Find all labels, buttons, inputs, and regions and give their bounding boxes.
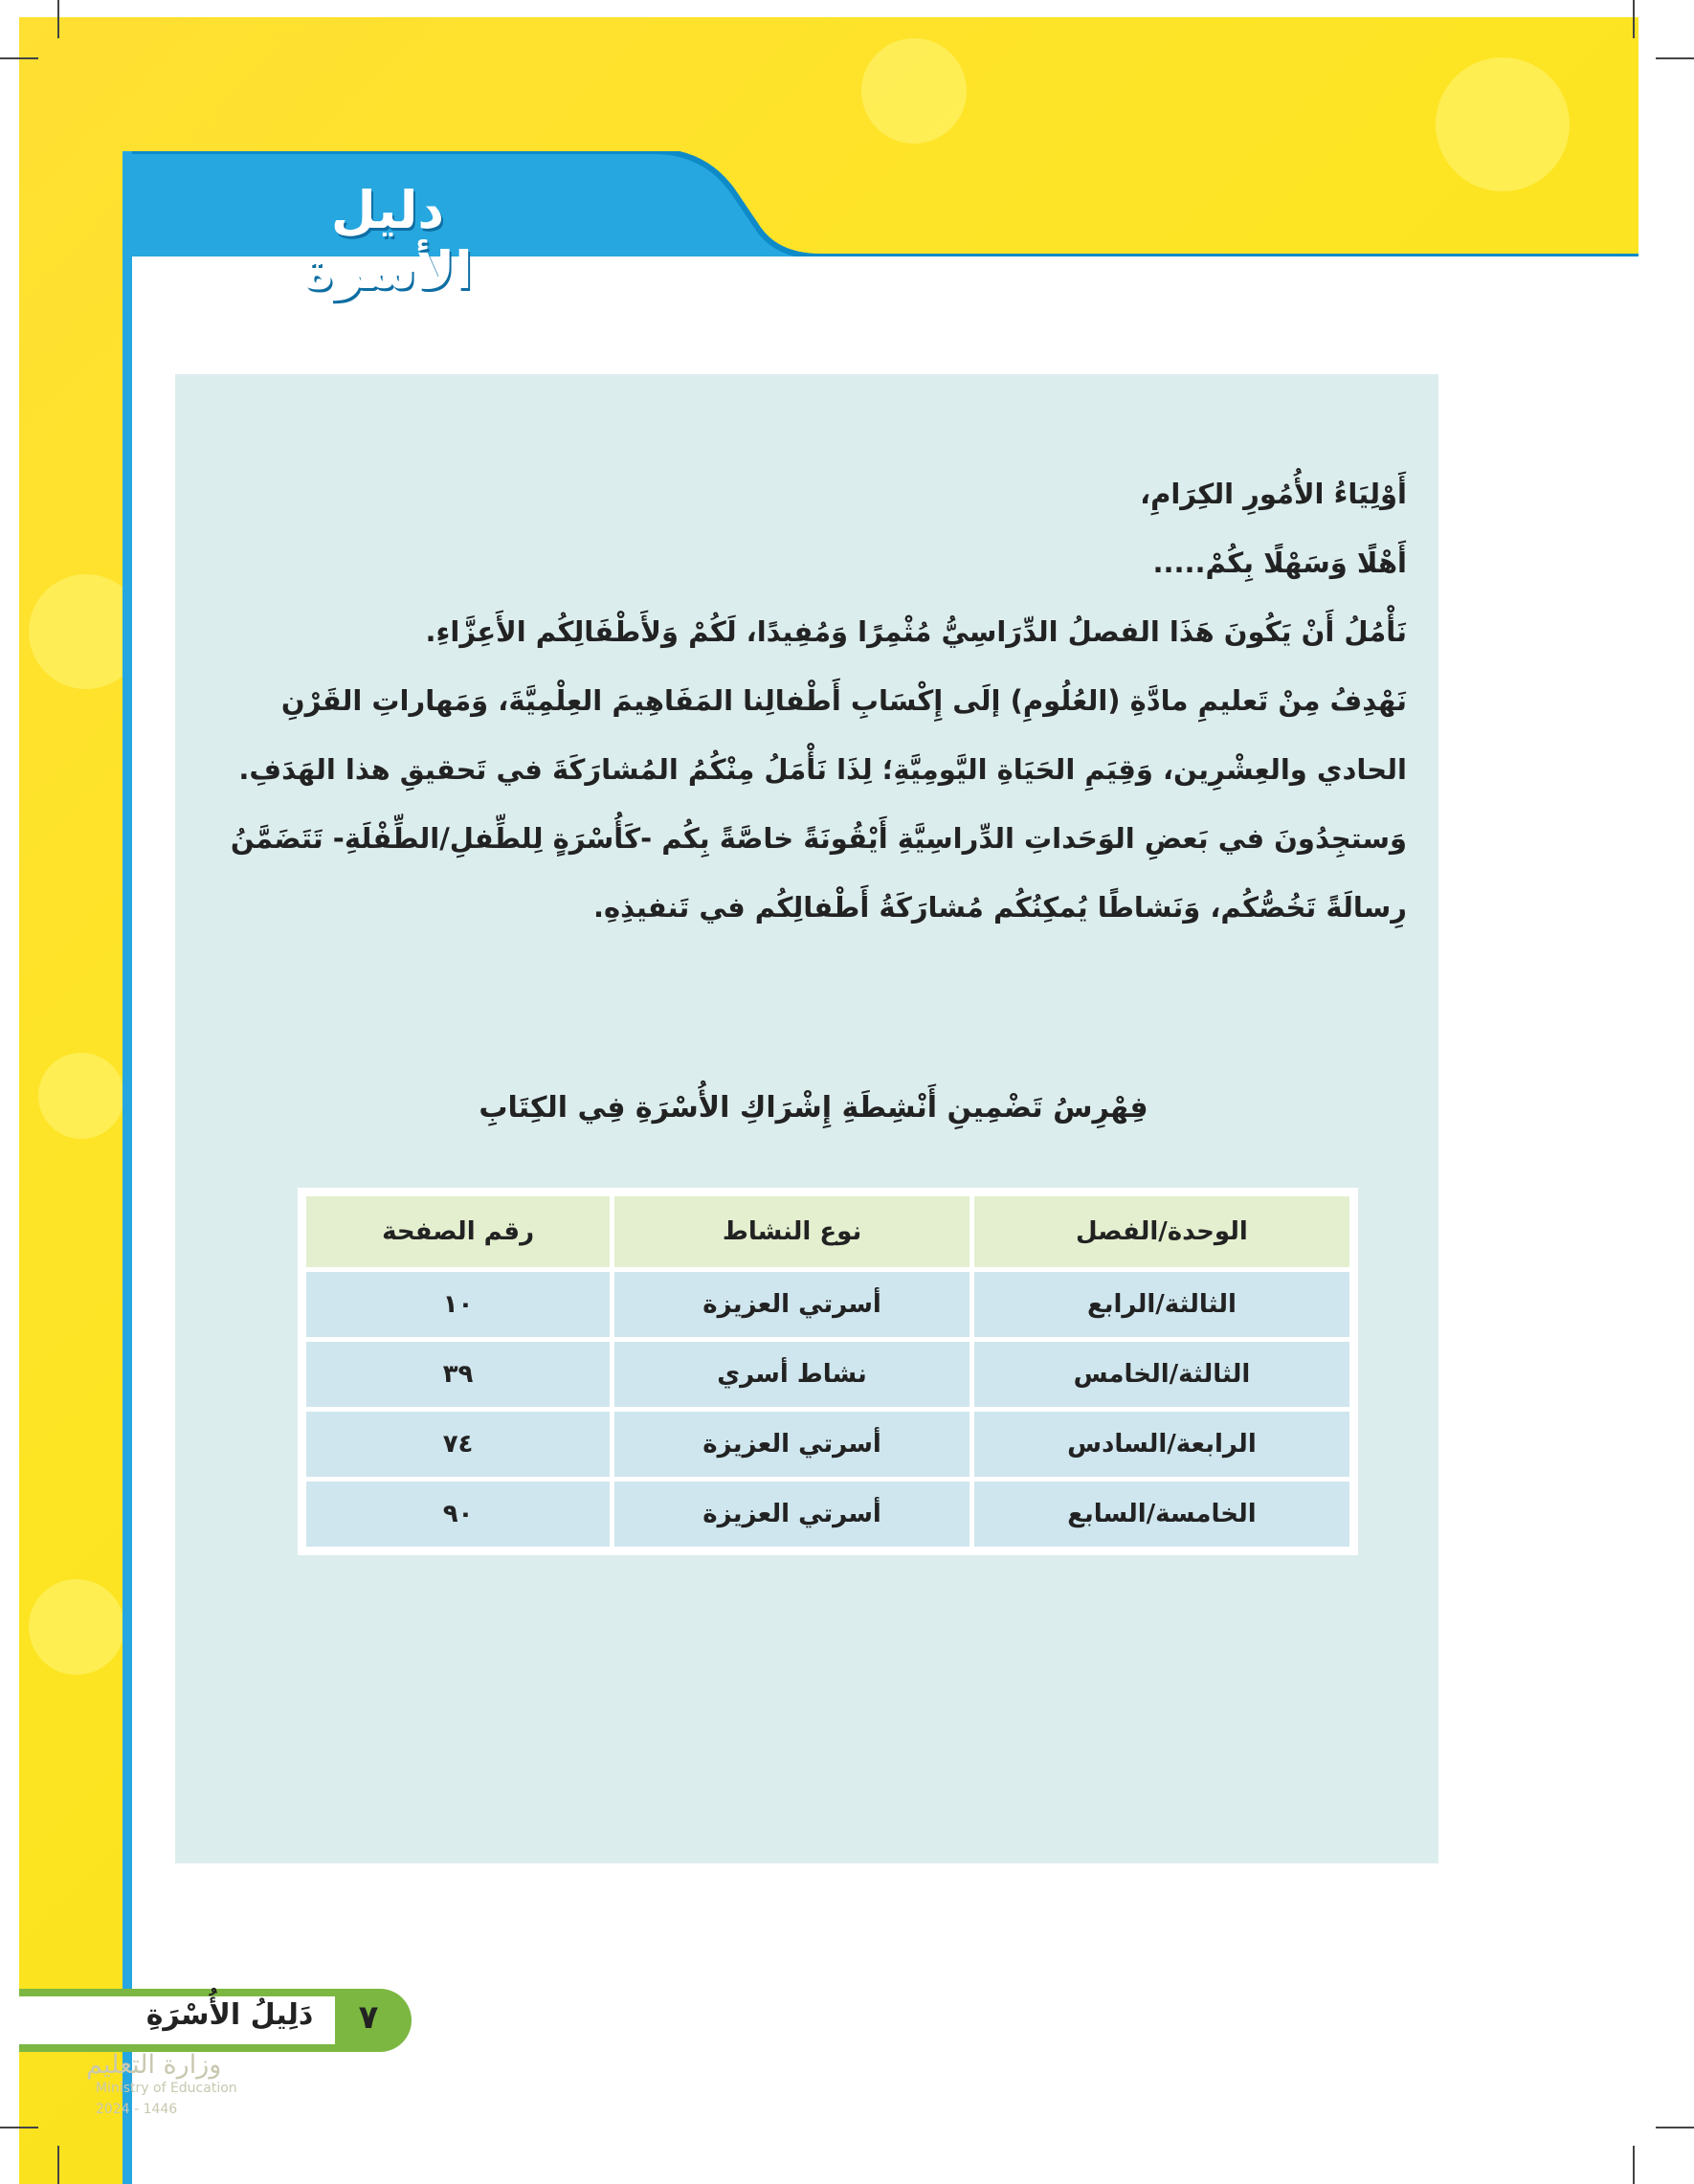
letter-paragraph-1: نَأْمُلُ أَنْ يَكُونَ هَذَا الفصلُ الدِّرَاسِيُّ مُثْمِرًا وَمُفِيدًا، لَكُمْ وَلأَطْفَالِكُم الأَعِزَّاءِ. [425,615,1407,648]
crop-mark [0,2127,38,2128]
table-row [304,1340,1352,1410]
decor-bubble [29,1579,124,1675]
column-header: نوع النشاط [613,1194,972,1270]
table-row [304,1480,1352,1549]
crop-mark [0,57,38,59]
crop-mark [1633,0,1635,38]
index-table [301,1192,1354,1551]
letter-paragraph-2: نَهْدِفُ مِنْ تَعليمِ مادَّةِ (العُلُومِ) إلَى إِكْسَابِ أَطْفالِنا المَفَاهِيمَ العِلْمِيَّةَ، وَمَهاراتِ القَرْنِ الحادي والعِشْرِين، وَقِيَمِ الحَيَاةِ اليَّومِيَّةِ؛ لِذَا نَأْمَلُ مِنْكُمُ المُشارَكَةَ في تَحقيقِ هذا الهَدَفِ. [238,684,1407,786]
table-cell-activity: أسرتي العزيزة [613,1410,972,1480]
column-header: رقم الصفحة [304,1194,613,1270]
table-cell-unit: الثالثة/الخامس [971,1340,1351,1410]
index-title: فِهْرِسُ تَضْمِينِ أَنْشِطَةِ إِشْرَاكِ الأُسْرَةِ فِي الكِتَابِ [479,1091,1148,1125]
crop-mark [1633,2146,1635,2184]
decor-bubble [38,1053,124,1139]
table-row [304,1410,1352,1480]
table-cell-page: ١٠ [304,1270,613,1340]
table-cell-page: ٩٠ [304,1480,613,1549]
table-cell-activity: أسرتي العزيزة [613,1270,972,1340]
table-cell-page: ٣٩ [304,1340,613,1410]
decor-bubble [861,38,967,144]
ministry-logo-text: وزارة التعليم [86,2050,222,2080]
left-blue-stripe [123,151,132,2184]
footer-title: دَلِيلُ الأُسْرَةِ [145,1998,314,2032]
header-title: دليل الأسرة [302,180,473,301]
column-header: الوحدة/الفصل [971,1194,1351,1270]
edition-year: 2024 - 1446 [96,2102,178,2117]
table-cell-unit: الرابعة/السادس [971,1410,1351,1480]
letter-welcome: أَهْلًا وَسَهْلًا بِكُمْ..... [1152,546,1407,579]
table-cell-page: ٧٤ [304,1410,613,1480]
table-cell-activity: نشاط أسري [613,1340,972,1410]
crop-mark [1656,2127,1694,2128]
table-header-row [304,1194,1352,1270]
page-number: ٧ [358,1998,379,2037]
table-cell-unit: الخامسة/السابع [971,1480,1351,1549]
table-cell-unit: الثالثة/الرابع [971,1270,1351,1340]
table-cell-activity: أسرتي العزيزة [613,1480,972,1549]
letter-greeting: أَوْلِيَاءُ الأُمُورِ الكِرَامِ، [1140,478,1407,510]
ministry-name-en: Ministry of Education [96,2081,237,2096]
crop-mark [1656,57,1694,59]
crop-mark [57,0,59,38]
table-row [304,1270,1352,1340]
letter-paragraph-3: وَستجِدُونَ في بَعضِ الوَحَداتِ الدِّراسِيَّةِ أَيْقُونَةً خاصَّةً بِكُم -كَأُسْرَةٍ لِلطِّفلِ/الطِّفْلَةِ- تَتَضَمَّنُ رِسالَةً تَخُصُّكُم، وَنَشاطًا يُمكِنُكُم مُشارَكَةُ أَطْفالِكُم في تَنفيذِهِ. [230,822,1407,924]
letter [230,459,1407,942]
crop-mark [57,2146,59,2184]
